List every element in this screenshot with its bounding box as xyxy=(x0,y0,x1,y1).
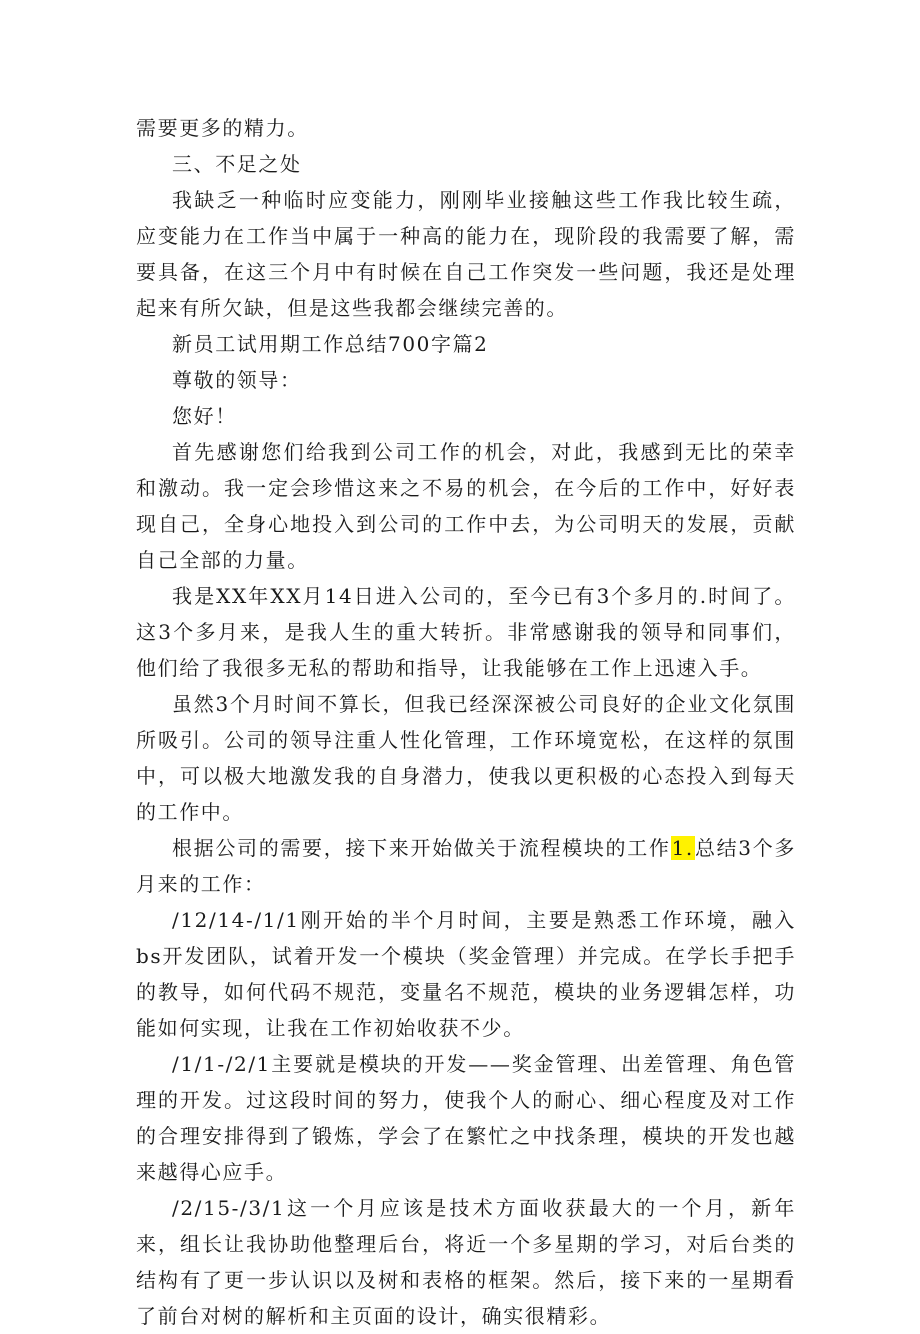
document-body xyxy=(136,110,796,1334)
article-title: 新员工试用期工作总结700字篇2 xyxy=(172,332,489,356)
paragraph-text: 根据公司的需要，接下来开始做关于流程模块的工作 xyxy=(172,836,671,860)
section-heading: 三、不足之处 xyxy=(172,152,302,176)
greeting: 您好！ xyxy=(172,404,237,428)
paragraph xyxy=(136,830,796,902)
paragraph: 我缺乏一种临时应变能力，刚刚毕业接触这些工作我比较生疏，应变能力在工作当中属于一种高的能力在，现阶段的我需要了解，需要具备，在这三个月中有时候在自己工作突发一些问题，我还是处理起来有所欠缺，但是这些我都会继续完善的。 xyxy=(136,188,796,320)
paragraph: /1/1-/2/1主要就是模块的开发——奖金管理、出差管理、角色管理的开发。过这段时间的努力，使我个人的耐心、细心程度及对工作的合理安排得到了锻炼，学会了在繁忙之中找条理，模块的开发也越来越得心应手。 xyxy=(136,1052,796,1184)
paragraph: 首先感谢您们给我到公司工作的机会，对此，我感到无比的荣幸和激动。我一定会珍惜这来之不易的机会，在今后的工作中，好好表现自己，全身心地投入到公司的工作中去，为公司明天的发展，贡献自己全部的力量。 xyxy=(136,440,796,572)
salutation: 尊敬的领导： xyxy=(172,368,302,392)
paragraph: /2/15-/3/1这一个月应该是技术方面收获最大的一个月，新年来，组长让我协助他整理后台，将近一个多星期的学习，对后台类的结构有了更一步认识以及树和表格的框架。然后，接下来的一星期看了前台对树的解析和主页面的设计，确实很精彩。 xyxy=(136,1196,796,1328)
paragraph: /12/14-/1/1刚开始的半个月时间，主要是熟悉工作环境，融入bs开发团队，试着开发一个模块（奖金管理）并完成。在学长手把手的教导，如何代码不规范，变量名不规范，模块的业务逻辑怎样，功能如何实现，让我在工作初始收获不少。 xyxy=(136,908,796,1040)
paragraph: 我是XX年XX月14日进入公司的，至今已有3个多月的.时间了。这3个多月来，是我人生的重大转折。非常感谢我的领导和同事们，他们给了我很多无私的帮助和指导，让我能够在工作上迅速入手。 xyxy=(136,584,796,680)
highlight-marker: 1. xyxy=(671,836,694,860)
paragraph: 虽然3个月时间不算长，但我已经深深被公司良好的企业文化氛围所吸引。公司的领导注重人性化管理，工作环境宽松，在这样的氛围中，可以极大地激发我的自身潜力，使我以更积极的心态投入到每天的工作中。 xyxy=(136,692,796,824)
paragraph-text: 总结3个多月来的工作： xyxy=(136,836,796,896)
paragraph: 需要更多的精力。 xyxy=(136,116,309,140)
